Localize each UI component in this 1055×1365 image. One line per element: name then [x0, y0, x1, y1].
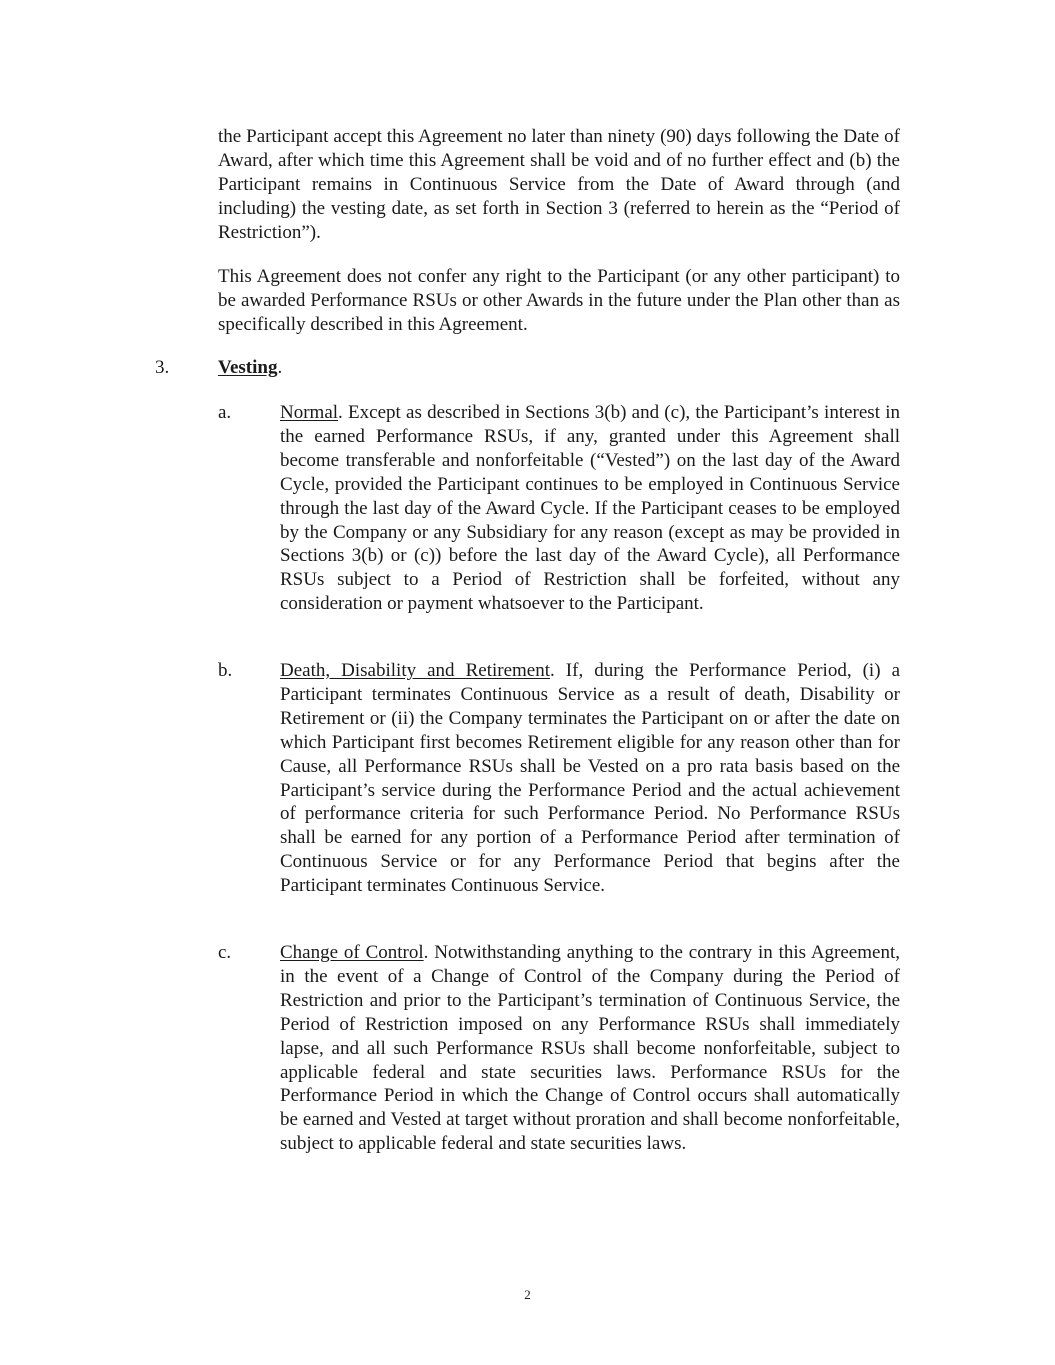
section-number: 3. — [155, 357, 170, 378]
section-title-period: . — [277, 357, 283, 378]
item-letter: a. — [218, 402, 232, 423]
page-number: 2 — [524, 1287, 531, 1302]
item-text: . Notwithstanding anything to the contrary in this Agreement, in the event of a Change of Control of the Company during the Period of Restriction and prior to the Participant’s termination of Continuous Service, the Period of Restriction imposed on any Performance RSUs shall immediately lapse, and all such Performance RSUs shall become nonforfeitable, subject to applicable federal and state securities laws. Performance RSUs for the Performance Period in which the Change of Control occurs shall automatically be earned and Vested at target without proration and shall become nonforfeitable, subject to applicable federal and state securities laws. — [280, 942, 900, 1155]
intro-paragraph-continuation: the Participant accept this Agreement no later than ninety (90) days following the Date of Award, after which time this Agreement shall be void and of no further effect and (b) the Participant remains in Continuous Service from the Date of Award through (and including) the vesting date, as set forth in Section 3 (referred to herein as the “Period of Restriction”). — [218, 126, 900, 243]
no-right-to-future-awards-paragraph: This Agreement does not confer any right to the Participant (or any other participant) to be awarded Performance RSUs or other Awards in the future under the Plan other than as specifically described in this Agreement. — [218, 266, 900, 335]
section-title-wrap — [218, 356, 282, 380]
item-heading: Normal — [280, 402, 339, 423]
item-body — [280, 401, 900, 616]
item-letter: c. — [218, 942, 232, 963]
item-body — [280, 659, 900, 898]
item-heading: Death, Disability and Retirement — [280, 660, 551, 681]
item-text: . If, during the Performance Period, (i) a Participant terminates Continuous Service as a result of death, Disability or Retirement or (ii) the Company terminates the Participant on or after the date on which Participant first becomes Retirement eligible for any reason other than for Cause, all Performance RSUs shall be Vested on a pro rata basis based on the Participant’s service during the Performance Period and the actual achievement of performance criteria for such Performance Period. No Performance RSUs shall be earned for any portion of a Performance Period after termination of Continuous Service or for any Performance Period that begins after the Participant terminates Continuous Service. — [280, 660, 900, 897]
item-text: . Except as described in Sections 3(b) and (c), the Participant’s interest in the earned Performance RSUs, if any, granted under this Agreement shall become transferable and nonforfeitable (“Vested”) on the last day of the Award Cycle, provided the Participant continues to be employed in Continuous Service through the last day of the Award Cycle. If the Participant ceases to be employed by the Company or any Subsidiary for any reason (except as may be provided in Sections 3(b) or (c)) before the last day of the Award Cycle), all Performance RSUs subject to a Period of Restriction shall be forfeited, without any consideration or payment whatsoever to the Participant. — [280, 402, 900, 615]
item-heading: Change of Control — [280, 942, 424, 963]
item-body — [280, 941, 900, 1156]
item-letter: b. — [218, 660, 233, 681]
section-title: Vesting — [218, 357, 278, 378]
